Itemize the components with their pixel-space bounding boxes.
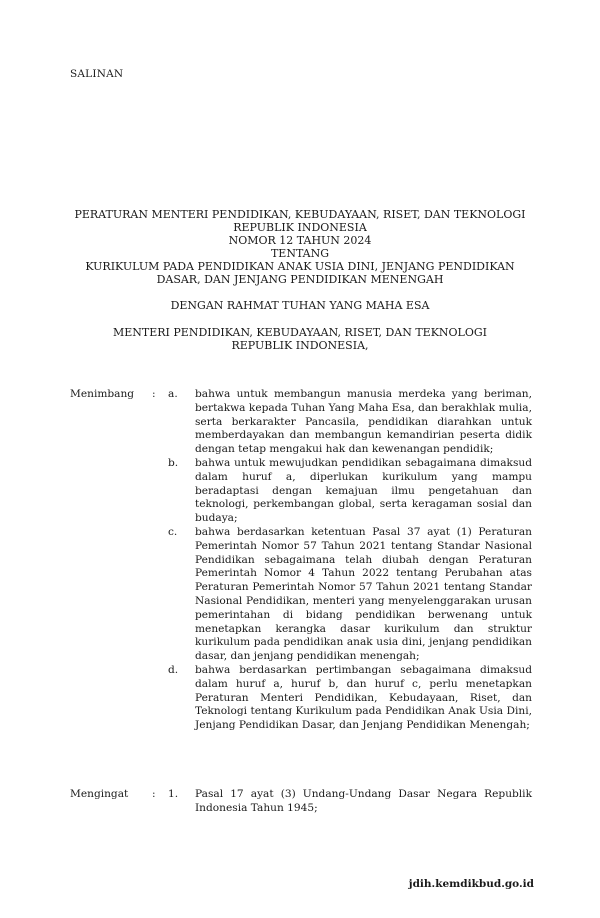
item-text: bahwa untuk membangun manusia merdeka yang beriman, bertakwa kepada Tuhan Yang Maha Esa, dan berakhlak mulia, serta berkarakter Pancasila, pendidikan diarahkan untuk memberdayakan dan membangun kemandirian peserta didik dengan tetap mengakui hak dan kewenangan pendidik; bbox=[195, 388, 532, 456]
menimbang-colon: : bbox=[152, 388, 156, 400]
menimbang-section bbox=[70, 388, 532, 733]
item-marker: c. bbox=[168, 525, 178, 538]
title-line-subject-1: KURIKULUM PADA PENDIDIKAN ANAK USIA DINI, JENJANG PENDIDIKAN bbox=[85, 260, 515, 273]
menimbang-item-c bbox=[70, 526, 532, 664]
menimbang-item-a bbox=[70, 388, 532, 457]
item-text: bahwa berdasarkan ketentuan Pasal 37 ayat (1) Peraturan Pemerintah Nomor 57 Tahun 2021 tentang Standar Nasional Pendidikan sebagaimana telah diubah dengan Peraturan Pemerintah Nomor 4 Tahun 2022 tentang Perubahan atas Peraturan Pemerintah Nomor 57 Tahun 2021 tentang Standar Nasional Pendidikan, menteri yang menyelenggarakan urusan pemerintahan di bidang pendidikan berwenang untuk menetapkan kerangka dasar kurikulum dan struktur kurikulum pada pendidikan anak usia dini, jenjang pendidikan dasar, dan jenjang pendidikan menengah; bbox=[195, 525, 532, 663]
source-url: jdih.kemdikbud.go.id bbox=[408, 878, 534, 890]
item-marker: b. bbox=[168, 456, 179, 469]
item-text: bahwa untuk mewujudkan pendidikan sebagaimana dimaksud dalam huruf a, diperlukan kurikulum yang mampu beradaptasi dengan kemajuan ilmu pengetahuan dan teknologi, perkembangan global, serta keragaman sosial dan budaya; bbox=[195, 456, 532, 525]
mengingat-item-1 bbox=[70, 788, 532, 816]
title-line-country: REPUBLIK INDONESIA bbox=[233, 221, 367, 234]
title-line-number: NOMOR 12 TAHUN 2024 bbox=[228, 234, 372, 247]
item-marker: d. bbox=[168, 663, 179, 676]
menimbang-label: Menimbang bbox=[70, 388, 135, 400]
menimbang-item-b bbox=[70, 457, 532, 526]
menimbang-item-d bbox=[70, 664, 532, 733]
item-marker: 1. bbox=[168, 788, 179, 800]
title-line-minister: MENTERI PENDIDIKAN, KEBUDAYAAN, RISET, DAN TEKNOLOGI bbox=[112, 326, 488, 339]
title-line-minister-country: REPUBLIK INDONESIA, bbox=[231, 339, 369, 352]
item-text: Pasal 17 ayat (3) Undang-Undang Dasar Negara Republik Indonesia Tahun 1945; bbox=[195, 788, 532, 814]
title-line-blessing: DENGAN RAHMAT TUHAN YANG MAHA ESA bbox=[170, 299, 430, 312]
title-line-subject-2: DASAR, DAN JENJANG PENDIDIKAN MENENGAH bbox=[156, 273, 444, 286]
mengingat-label: Mengingat bbox=[70, 788, 129, 800]
item-text: bahwa berdasarkan pertimbangan sebagaimana dimaksud dalam huruf a, huruf b, dan huruf c, perlu menetapkan Peraturan Menteri Pendidikan, Kebudayaan, Riset, dan Teknologi tentang Kurikulum pada Pendidikan Anak Usia Dini, Jenjang Pendidikan Dasar, dan Jenjang Pendidikan Menengah; bbox=[195, 663, 532, 732]
mengingat-colon: : bbox=[152, 788, 156, 800]
title-line-regulation: PERATURAN MENTERI PENDIDIKAN, KEBUDAYAAN, RISET, DAN TEKNOLOGI bbox=[74, 208, 526, 221]
salinan-label: SALINAN bbox=[70, 68, 124, 80]
item-marker: a. bbox=[168, 388, 178, 400]
title-line-tentang: TENTANG bbox=[270, 247, 330, 260]
regulation-title-block bbox=[60, 208, 540, 352]
mengingat-section bbox=[70, 788, 532, 816]
